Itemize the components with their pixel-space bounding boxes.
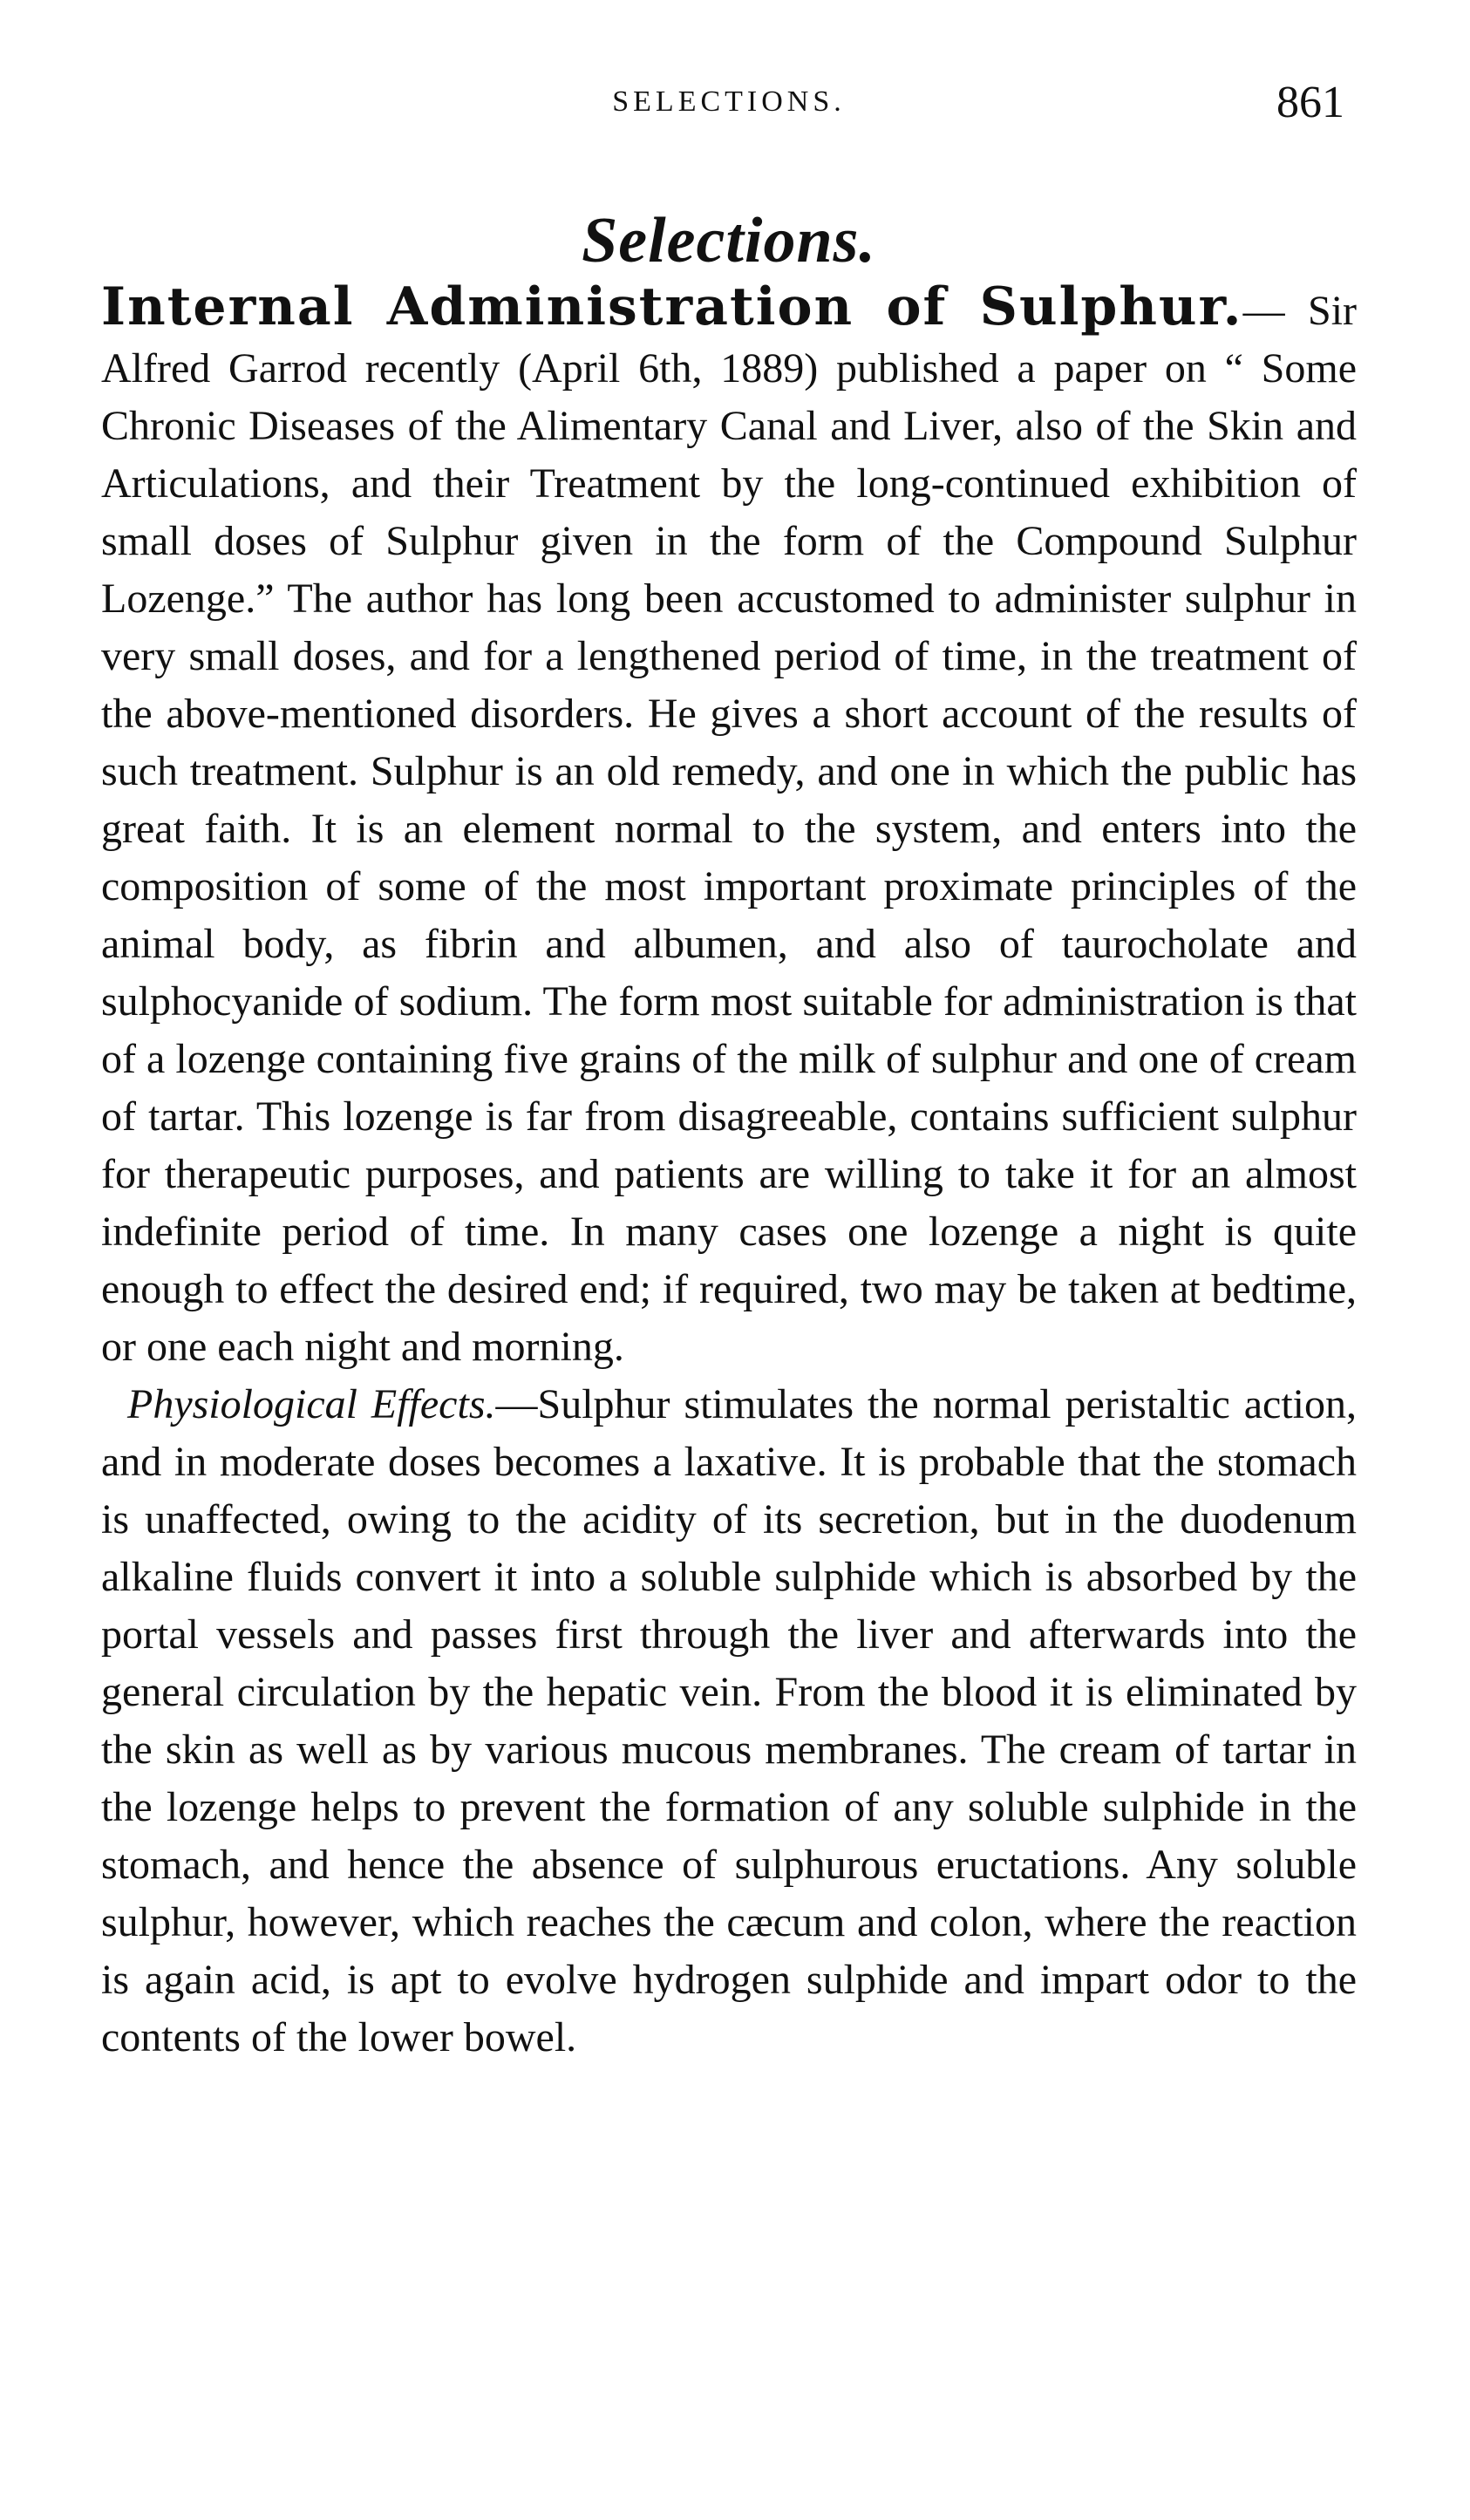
paragraph-2 (101, 1376, 1357, 2067)
page (101, 77, 1357, 2067)
paragraph-1 (101, 278, 1357, 1376)
paragraph-2-lead: Physiological Effects. (127, 1381, 496, 1427)
paragraph-1-text: Sir Alfred Garrod recently (April 6th, 1889) published a paper on “ Some Chronic Diseases of the Alimentary Canal and Liver, also of the Skin and Articulations, and their Treatment by the long-continued exhibition of small doses of Sulphur given in the form of the Compound Sulphur Lozenge.” The author has long been accustomed to administer sulphur in very small doses, and for a lengthened period of time, in the treatment of the above-mentioned disorders. He gives a short account of the results of such treatment. Sulphur is an old remedy, and one in which the public has great faith. It is an element normal to the system, and enters into the composition of some of the most important proximate principles of the animal body, as fibrin and albumen, and also of taurocholate and sulphocyanide of sodium. The form most suitable for administration is that of a lozenge containing five grains of the milk of sulphur and one of cream of tartar. This lozenge is far from disagreeable, contains sufficient sulphur for therapeutic purposes, and patients are willing to take it for an almost indefinite period of time. In many cases one lozenge a night is quite enough to effect the desired end; if required, two may be taken at bedtime, or one each night and morning. (101, 288, 1358, 1370)
running-title: SELECTIONS. (612, 85, 846, 118)
paragraph-2-dash: — (495, 1381, 538, 1427)
article-title: Internal Administration of Sulphur. (101, 276, 1243, 337)
page-number: 861 (1276, 78, 1344, 127)
article-body (101, 278, 1357, 2067)
paragraph-2-text: Sulphur stimulates the normal peristaltic action, and in moderate doses becomes a laxative. It is probable that the stomach is unaffected, owing to the acidity of its secretion, but in the duodenum alkaline fluids convert it into a soluble sulphide which is absorbed by the portal vessels and passes first through the liver and afterwards into the general circulation by the hepatic vein. From the blood it is eliminated by the skin as well as by various mucous membranes. The cream of tartar in the lozenge helps to prevent the formation of any soluble sulphide in the stomach, and hence the absence of sulphurous eructations. Any soluble sulphur, however, which reaches the cæcum and colon, where the reaction is again acid, is apt to evolve hydrogen sulphide and impart odor to the contents of the lower bowel. (101, 1381, 1357, 2060)
section-heading: Selections. (582, 205, 876, 276)
article-title-dash: — (1242, 288, 1285, 334)
running-header (101, 77, 1357, 138)
